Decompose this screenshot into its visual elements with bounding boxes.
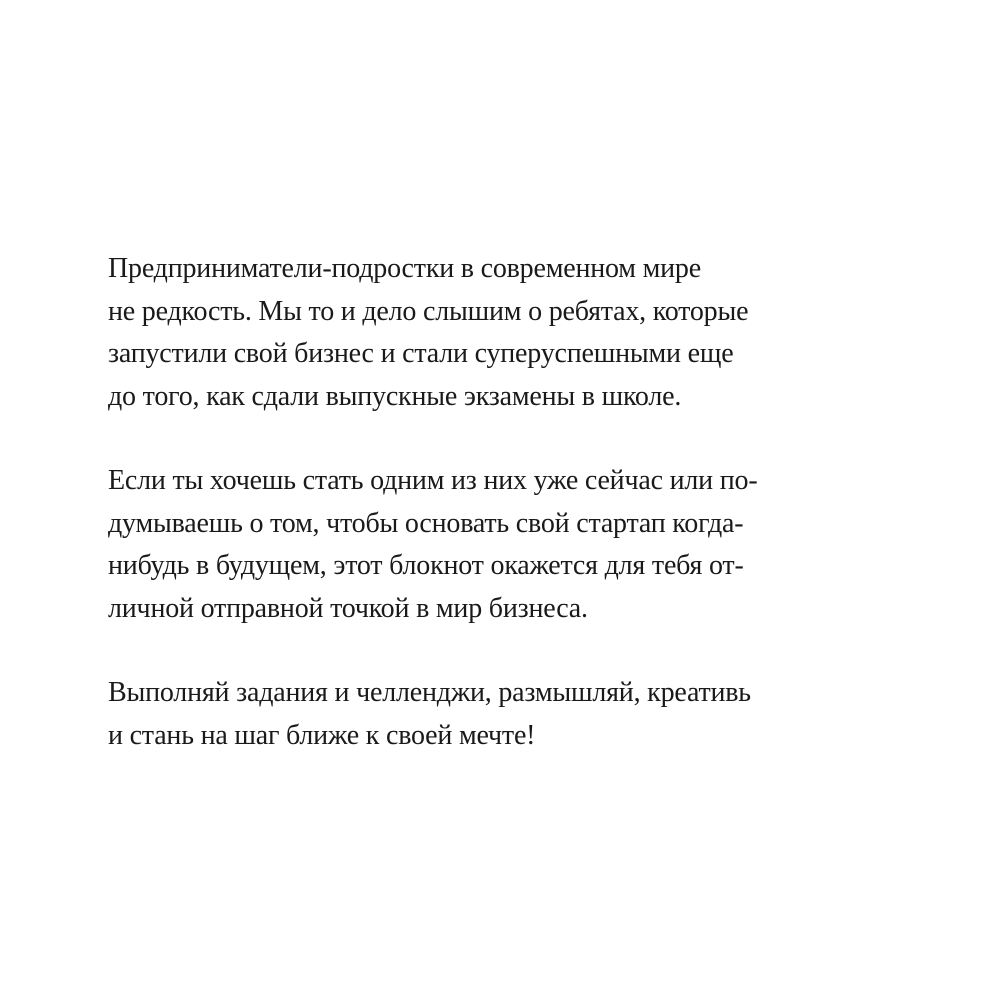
body-text [108, 248, 908, 799]
paragraph-intro [108, 248, 908, 418]
text-line: личной отправной точкой в мир бизнеса. [108, 592, 588, 624]
paragraph-offer [108, 460, 908, 630]
text-line: не редкость. Мы то и дело слышим о ребятах, которые [108, 295, 749, 327]
text-line: думываешь о том, чтобы основать свой стартап когда- [108, 507, 744, 539]
text-line: Предприниматели-подростки в современном мире [108, 253, 701, 284]
text-line: запустили свой бизнес и стали суперуспешными еще [108, 338, 734, 369]
text-line: Выполняй задания и челленджи, размышляй, креативь [108, 677, 751, 708]
text-line: и стань на шаг ближе к своей мечте! [108, 719, 536, 751]
text-line: до того, как сдали выпускные экзамены в школе. [108, 380, 682, 412]
paragraph-call-to-action [108, 672, 908, 757]
text-line: нибудь в будущем, этот блокнот окажется для тебя от- [108, 550, 744, 581]
text-line: Если ты хочешь стать одним из них уже сейчас или по- [108, 465, 758, 496]
